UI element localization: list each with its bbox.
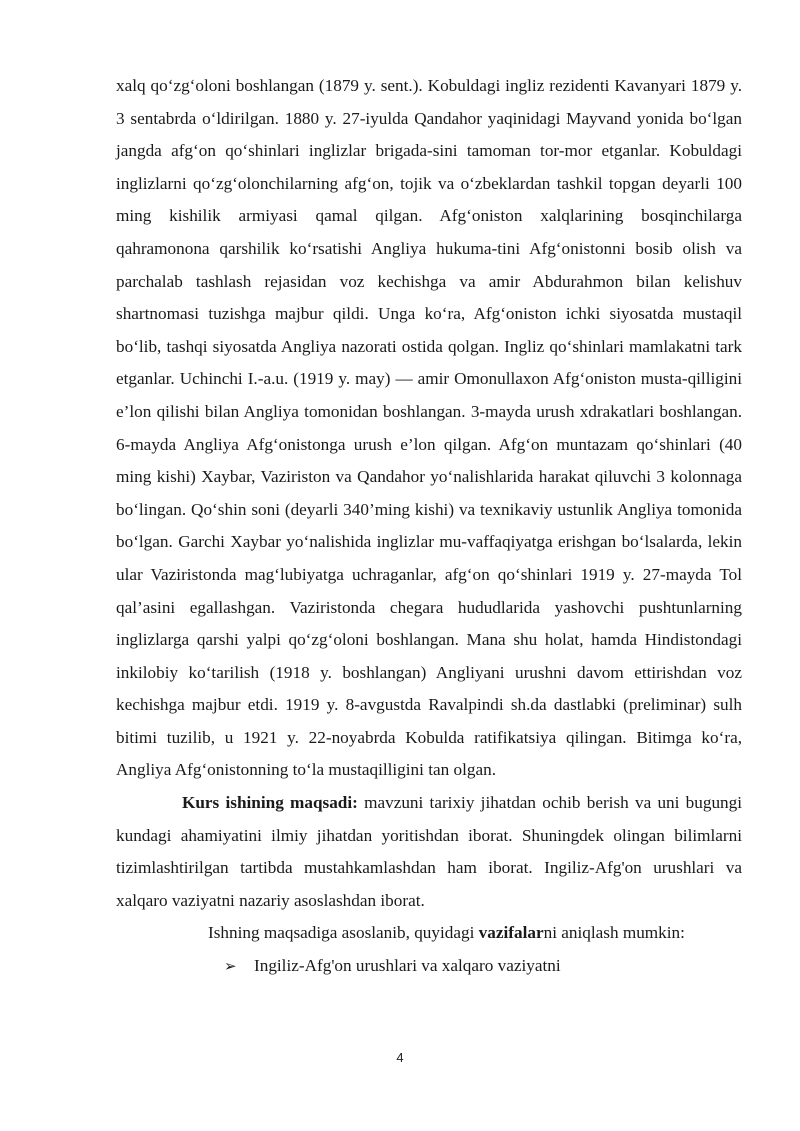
page-number: 4 — [396, 1050, 404, 1065]
body-paragraph-history: xalq qo‘zg‘oloni boshlangan (1879 y. sent.). Kobuldagi ingliz rezidenti Kavanyari 1879 y. 3 sentabrda o‘ldirilgan. 1880 y. 27-iyulda Qandahor yaqinidagi Mayvand yonida bo‘lgan jangda afg‘on qo‘shinlari inglizlar brigada-sini tamoman tor-mor etganlar. Kobuldagi inglizlarni qo‘zg‘olonchilarning afg‘on, tojik va o‘zbeklardan tashkil topgan deyarli 100 ming kishilik armiyasi qamal qilgan. Afg‘oniston xalqlarining bosqinchilarga qahramonona qarshilik ko‘rsatishi Angliya hukuma-tini Afg‘onistonni bosib olish va parchalab tashlash rejasidan voz kechishga va amir Abdurahmon bilan kelishuv shartnomasi tuzishga majbur qildi. Unga ko‘ra, Afg‘oniston ichki siyosatda mustaqil bo‘lib, tashqi siyosatda Angliya nazorati ostida qolgan. Ingliz qo‘shinlari mamlakatni tark etganlar. Uchinchi I.-a.u. (1919 y. may) — amir Omonullaxon Afg‘oniston musta-qilligini e’lon qilishi bilan Angliya tomonidan boshlangan. 3-mayda urush xdrakatlari boshlangan. 6-mayda Angliya Afg‘onistonga urush e’lon qilgan. Afg‘on muntazam qo‘shinlari (40 ming kishi) Xaybar, Vaziriston va Qandahor yo‘nalishlarida harakat qiluvchi 3 kolonnaga bo‘lingan. Qo‘shin soni (deyarli 340’ming kishi) va texnikaviy ustunlik Angliya tomonida bo‘lgan. Garchi Xaybar yo‘nalishida inglizlar mu-vaffaqiyatga erishgan bo‘lsalarda, lekin ular Vaziristonda mag‘lubiyatga uchraganlar, afg‘on qo‘shinlari 1919 y. 27-mayda Tol qal’asini egallashgan. Vaziristonda chegara hududlarida yashovchi pushtunlarning inglizlarga qarshi yalpi qo‘zg‘oloni boshlangan. Mana shu holat, hamda Hindistondagi inkilobiy ko‘tarilish (1918 y. boshlangan) Angliyani urushni davom ettirishdan voz kechishga majbur etdi. 1919 y. 8-avgustda Ravalpindi sh.da dastlabki (preliminar) sulh bitimi tuzilib, u 1921 y. 22-noyabrda Kobulda ratifikatsiya qilingan. Bitimga ko‘ra, Angliya Afg‘onistonning to‘la mustaqilligini tan olgan. — [116, 76, 742, 780]
document-page — [116, 70, 742, 983]
body-paragraph-goal — [116, 787, 742, 917]
list-item — [224, 950, 742, 983]
list-item-text: Ingiliz-Afg'on urushlari va xalqaro vaziyatni — [254, 956, 561, 976]
goal-text: mavzuni tarixiy jihatdan ochib berish va uni bugungi kundagi ahamiyatini ilmiy jihatdan yoritishdan iborat. Shuningdek olingan bilimlarni tizimlashtirilgan tartibda mustahkamlashdan ham iborat. Ingiliz-Afg'on urushlari va xalqaro vaziyatni nazariy asoslashdan iborat. — [116, 793, 743, 910]
goal-heading: Kurs ishining maqsadi: — [182, 793, 358, 813]
body-paragraph-tasks-intro — [116, 917, 742, 950]
tasks-keyword: vazifalar — [478, 923, 544, 943]
tasks-intro-pre: Ishning maqsadiga asoslanib, quyidagi — [208, 923, 479, 943]
arrow-bullet-icon: ➢ — [224, 957, 237, 976]
tasks-intro-post: ni aniqlash mumkin: — [543, 923, 685, 943]
